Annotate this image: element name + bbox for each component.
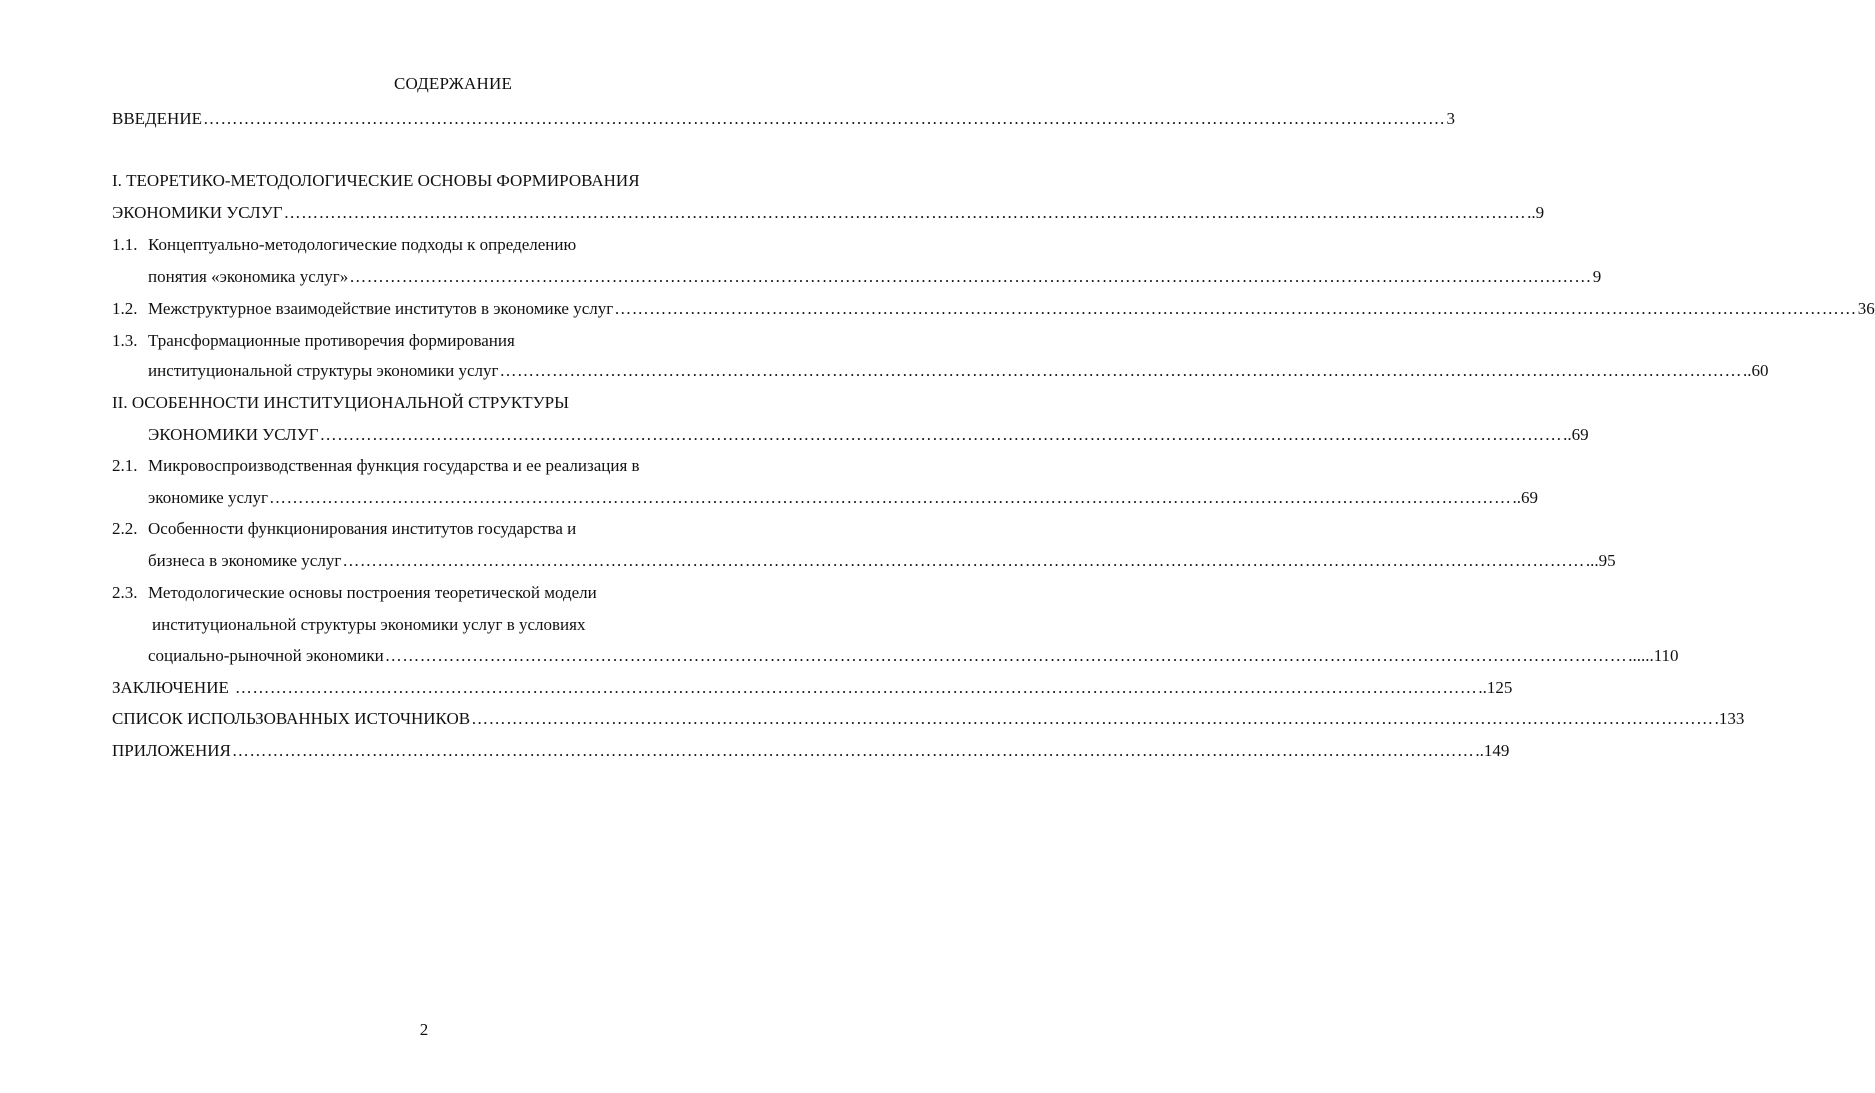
toc-entry-section-2-3 — [148, 645, 1679, 667]
section-title: Концептуально-методологические подходы к определению — [148, 235, 577, 254]
toc-entry-conclusion — [112, 677, 1513, 699]
toc-entry-sources — [112, 708, 1745, 730]
section-1-3-line1 — [112, 330, 515, 352]
toc-entry-appendix — [112, 740, 1510, 762]
entry-page: .133 — [1714, 709, 1745, 728]
dot-leader: …………………………………………………………………………………………………………………………………………………………………………………………… — [614, 299, 1857, 318]
entry-title: ЭКОНОМИКИ УСЛУГ — [148, 425, 319, 444]
entry-page: 9 — [1592, 267, 1602, 286]
dot-leader: …………………………………………………………………………………………………………………………………………………………………………………………… — [384, 646, 1628, 665]
toc-entry-chapter-1 — [112, 202, 1545, 224]
section-title: Трансформационные противоречия формирования — [148, 331, 515, 350]
entry-page: ..69 — [1563, 425, 1589, 444]
toc-entry-section-1-2 — [112, 298, 1875, 320]
chapter-1-title-line1: I. ТЕОРЕТИКО-МЕТОДОЛОГИЧЕСКИЕ ОСНОВЫ ФОРМИРОВАНИЯ — [112, 171, 640, 190]
section-2-1-line1 — [112, 455, 640, 477]
entry-page: ......110 — [1628, 646, 1679, 665]
entry-title: СПИСОК ИСПОЛЬЗОВАННЫХ ИСТОЧНИКОВ — [112, 709, 471, 728]
dot-leader: …………………………………………………………………………………………………………………………………………………………………………………………… — [268, 488, 1512, 507]
dot-leader: …………………………………………………………………………………………………………………………………………………………………………………………… — [283, 203, 1527, 222]
chapter-2-title-line1: II. ОСОБЕННОСТИ ИНСТИТУЦИОНАЛЬНОЙ СТРУКТУРЫ — [112, 393, 569, 412]
entry-page: 3 — [1446, 109, 1455, 128]
toc-entry-section-2-1 — [148, 487, 1538, 509]
section-number: 1.3. — [112, 331, 138, 350]
section-number: 2.1. — [112, 456, 138, 475]
entry-page: ..149 — [1475, 741, 1510, 760]
dot-leader: …………………………………………………………………………………………………………………………………………………………………………………………… — [471, 709, 1714, 728]
entry-page: ...95 — [1585, 551, 1616, 570]
toc-heading: СОДЕРЖАНИЕ — [393, 74, 513, 93]
section-title: Особенности функционирования институтов государства и — [148, 519, 577, 538]
section-number: 1.2. — [112, 299, 138, 318]
entry-title: ЭКОНОМИКИ УСЛУГ — [112, 203, 283, 222]
entry-title: ВВЕДЕНИЕ — [112, 109, 202, 128]
page-number: 2 — [419, 1020, 429, 1039]
dot-leader: …………………………………………………………………………………………………………………………………………………………………………………………… — [202, 109, 1446, 128]
dot-leader: …………………………………………………………………………………………………………………………………………………………………………………………… — [319, 425, 1563, 444]
section-title: Методологические основы построения теоретической модели — [148, 583, 597, 602]
toc-entry-chapter-2 — [148, 424, 1589, 446]
entry-page: 36 — [1857, 299, 1875, 318]
section-title: Микровоспроизводственная функция государства и ее реализация в — [148, 456, 640, 475]
entry-title: Межструктурное взаимодействие институтов в экономике услуг — [148, 299, 614, 318]
section-2-3-line2: институциональной структуры экономики услуг в условиях — [152, 615, 586, 634]
dot-leader: …………………………………………………………………………………………………………………………………………………………………………………………… — [349, 267, 1592, 286]
entry-page: ..125 — [1478, 678, 1513, 697]
toc-entry-section-1-1 — [148, 266, 1602, 288]
section-2-3-line1 — [112, 582, 597, 604]
dot-leader: …………………………………………………………………………………………………………………………………………………………………………………………… — [231, 741, 1475, 760]
section-1-1-line1 — [112, 234, 576, 256]
entry-title: ПРИЛОЖЕНИЯ — [112, 741, 231, 760]
entry-title: бизнеса в экономике услуг — [148, 551, 342, 570]
section-2-2-line1 — [112, 518, 576, 540]
entry-title: экономике услуг — [148, 488, 268, 507]
entry-page: ..9 — [1527, 203, 1545, 222]
section-number: 2.3. — [112, 583, 138, 602]
entry-title: социально-рыночной экономики — [148, 646, 384, 665]
entry-page: ..60 — [1742, 361, 1769, 380]
toc-entry-section-1-3 — [148, 360, 1769, 382]
toc-entry-introduction — [112, 108, 1455, 130]
dot-leader: …………………………………………………………………………………………………………………………………………………………………………………………… — [499, 361, 1742, 380]
dot-leader: …………………………………………………………………………………………………………………………………………………………………………………………… — [342, 551, 1585, 570]
entry-title: понятия «экономика услуг» — [148, 267, 349, 286]
toc-entry-section-2-2 — [148, 550, 1616, 572]
section-number: 1.1. — [112, 235, 138, 254]
entry-title: ЗАКЛЮЧЕНИЕ — [112, 678, 229, 697]
entry-title: институциональной структуры экономики услуг — [148, 361, 499, 380]
dot-leader: …………………………………………………………………………………………………………………………………………………………………………………………… — [234, 678, 1478, 697]
entry-page: ..69 — [1512, 488, 1538, 507]
section-number: 2.2. — [112, 519, 138, 538]
